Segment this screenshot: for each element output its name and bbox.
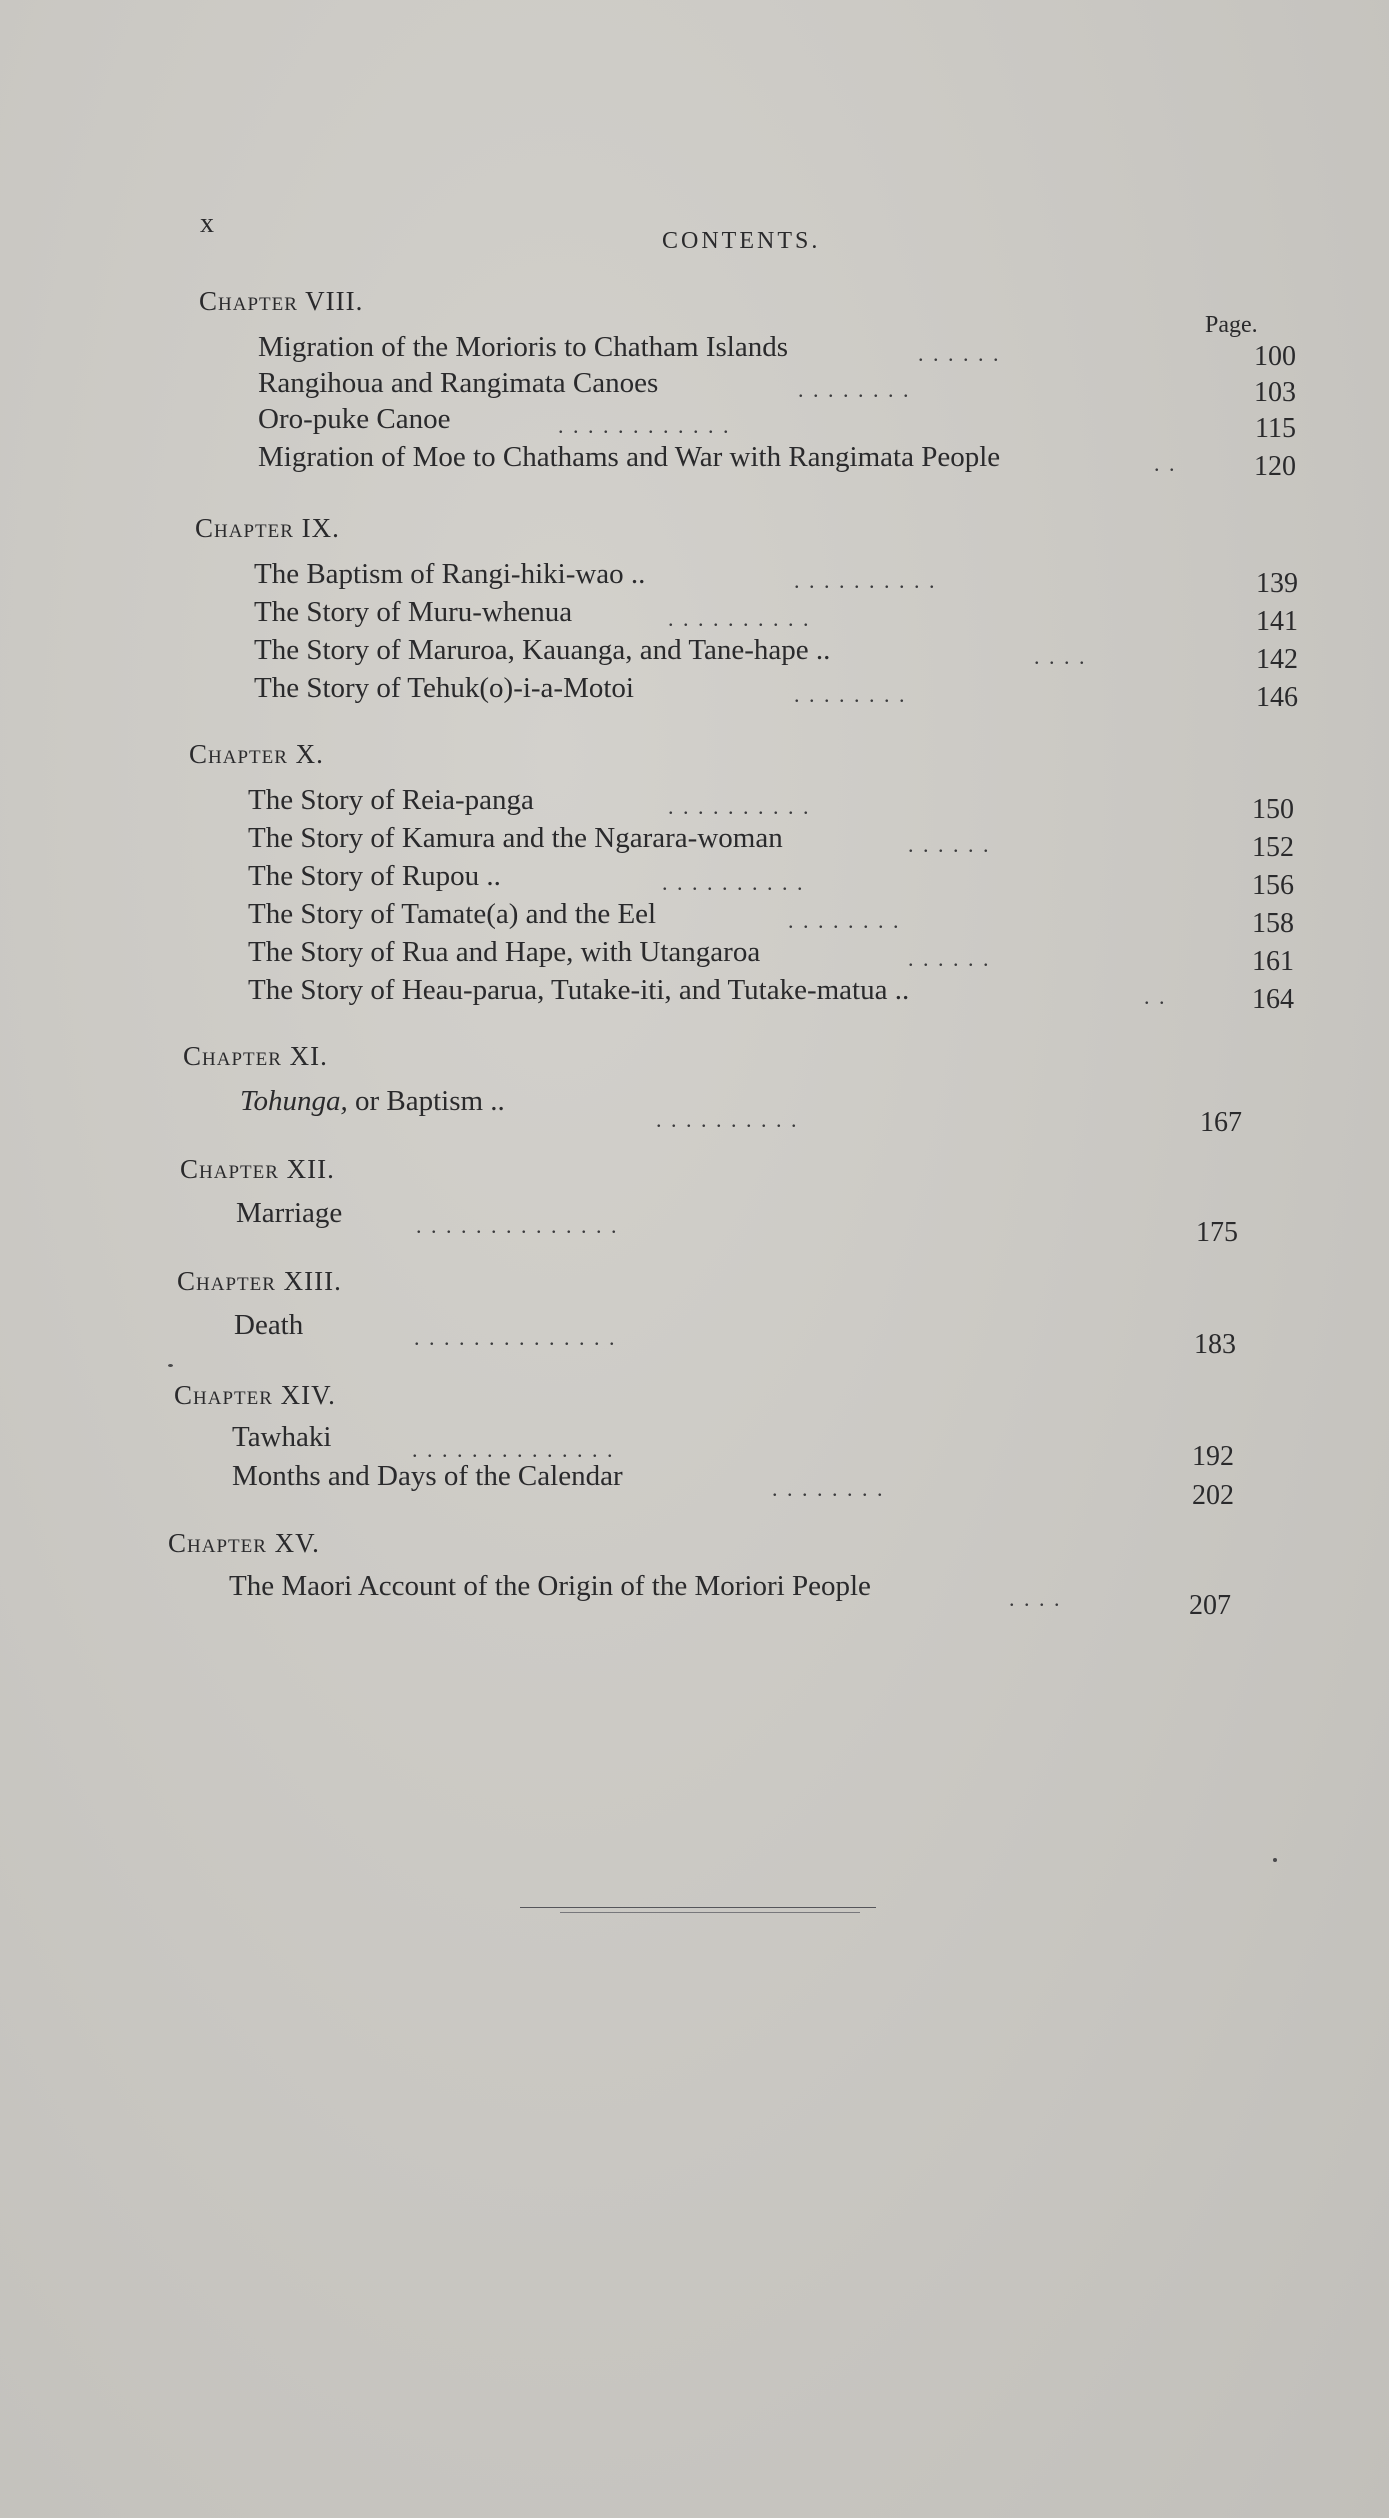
- dot-leader: . . . . . . . .: [788, 908, 901, 933]
- dot-leader: . . . . . . . . . .: [668, 794, 811, 819]
- dot-leader: . . . . . . . . . .: [656, 1107, 799, 1132]
- page-number: x: [200, 208, 215, 239]
- toc-entry[interactable]: [229, 1570, 1231, 1621]
- toc-entry[interactable]: [232, 1460, 1234, 1511]
- toc-entry[interactable]: [248, 860, 1294, 901]
- toc-entry[interactable]: [240, 1085, 1242, 1138]
- chapter-heading: Chapter XIII.: [177, 1266, 342, 1296]
- entry-title: The Story of Maruroa, Kauanga, and Tane-hape ..: [254, 634, 831, 666]
- paper-speck: [168, 1364, 173, 1367]
- entry-page: 120: [1254, 451, 1296, 482]
- entry-title: The Story of Rupou ..: [248, 860, 501, 892]
- chapter-heading: Chapter XIV.: [174, 1380, 336, 1410]
- paper-speck: [1273, 1858, 1277, 1862]
- toc-entry[interactable]: [254, 596, 1298, 637]
- entry-page: 183: [1194, 1329, 1236, 1360]
- entry-page: 156: [1252, 870, 1294, 901]
- entry-page: 192: [1192, 1441, 1234, 1472]
- toc-entry[interactable]: [234, 1309, 1236, 1360]
- toc-entry[interactable]: [248, 898, 1294, 939]
- dot-leader: . . . . . . . . . . . .: [558, 413, 731, 438]
- entry-title: The Story of Tamate(a) and the Eel: [248, 898, 657, 930]
- chapter-heading: Chapter VIII.: [199, 286, 364, 316]
- entry-title: Oro-puke Canoe: [258, 403, 451, 435]
- toc-entry[interactable]: [254, 672, 1298, 713]
- entry-title: The Baptism of Rangi-hiki-wao ..: [254, 558, 646, 590]
- chapter-heading: Chapter XII.: [180, 1154, 335, 1184]
- toc-entry[interactable]: [258, 331, 1296, 372]
- toc-entry[interactable]: [236, 1197, 1238, 1248]
- entry-title: Migration of Moe to Chathams and War with Rangimata People: [258, 441, 1001, 473]
- dot-leader: . . . . . . . . . . . . . .: [414, 1325, 617, 1350]
- entry-title: Migration of the Morioris to Chatham Islands: [258, 331, 788, 363]
- toc-entry[interactable]: [248, 822, 1294, 863]
- entry-page: 146: [1256, 682, 1298, 713]
- entry-page: 150: [1252, 794, 1294, 825]
- entry-page: 141: [1256, 606, 1298, 637]
- entry-title: Marriage: [236, 1197, 343, 1229]
- dot-leader: . .: [1144, 984, 1167, 1009]
- dot-leader: . . . . . . . . . . . . . .: [416, 1213, 619, 1238]
- dot-leader: . . . . . . . .: [798, 377, 911, 402]
- entry-page: 103: [1254, 377, 1296, 408]
- entry-page: 100: [1254, 341, 1296, 372]
- toc-entry[interactable]: [258, 367, 1296, 408]
- dot-leader: . . . . . .: [908, 946, 991, 971]
- entry-page: 161: [1252, 946, 1294, 977]
- entry-page: 115: [1255, 413, 1296, 444]
- toc-entry[interactable]: [258, 441, 1296, 482]
- entry-title: Tohunga, or Baptism ..: [240, 1085, 505, 1117]
- closing-rule-thin: [560, 1912, 860, 1913]
- entry-title: The Maori Account of the Origin of the Moriori People: [229, 1570, 871, 1602]
- dot-leader: . . . . . . . . . .: [668, 606, 811, 631]
- entry-page: 207: [1189, 1590, 1231, 1621]
- dot-leader: . .: [1154, 451, 1177, 476]
- dot-leader: . . . .: [1009, 1586, 1062, 1611]
- entry-title: The Story of Tehuk(o)-i-a-Motoi: [254, 672, 634, 704]
- entry-title: The Story of Muru-whenua: [254, 596, 573, 628]
- toc-entry[interactable]: [258, 403, 1296, 444]
- toc-entry[interactable]: [248, 974, 1294, 1015]
- entry-page: 152: [1252, 832, 1294, 863]
- entry-title: Death: [234, 1309, 304, 1341]
- entry-page: 167: [1200, 1107, 1242, 1138]
- dot-leader: . . . . . . . .: [794, 682, 907, 707]
- chapter-heading: Chapter X.: [189, 739, 324, 769]
- entry-page: 202: [1192, 1480, 1234, 1511]
- toc-entry[interactable]: [254, 634, 1298, 675]
- entry-page: 139: [1256, 568, 1298, 599]
- dot-leader: . . . . . . . .: [772, 1476, 885, 1501]
- entry-title: The Story of Kamura and the Ngarara-woman: [248, 822, 783, 854]
- toc-entry[interactable]: [254, 558, 1298, 599]
- closing-rule: [520, 1907, 876, 1908]
- entry-title: Tawhaki: [232, 1421, 332, 1453]
- running-title: CONTENTS.: [662, 228, 821, 254]
- toc-entry[interactable]: [248, 936, 1294, 977]
- entry-title: Months and Days of the Calendar: [232, 1460, 623, 1492]
- entry-title: The Story of Reia-panga: [248, 784, 534, 816]
- dot-leader: . . . . . . . . . .: [794, 568, 937, 593]
- entry-title: Rangihoua and Rangimata Canoes: [258, 367, 659, 399]
- dot-leader: . . . .: [1034, 644, 1087, 669]
- entry-title: The Story of Heau-parua, Tutake-iti, and Tutake-matua ..: [248, 974, 910, 1006]
- dot-leader: . . . . . .: [908, 832, 991, 857]
- entry-page: 158: [1252, 908, 1294, 939]
- toc-entry[interactable]: [248, 784, 1294, 825]
- entry-page: 164: [1252, 984, 1294, 1015]
- dot-leader: . . . . . . . . . .: [662, 870, 805, 895]
- toc-entry[interactable]: [232, 1421, 1234, 1472]
- page-column-label: Page.: [1205, 312, 1258, 338]
- dot-leader: . . . . . .: [918, 341, 1001, 366]
- chapter-heading: Chapter XI.: [183, 1041, 328, 1071]
- chapter-heading: Chapter IX.: [195, 513, 340, 543]
- entry-title: The Story of Rua and Hape, with Utangaroa: [248, 936, 761, 968]
- dot-leader: . . . . . . . . . . . . . .: [412, 1437, 615, 1462]
- entry-page: 175: [1196, 1217, 1238, 1248]
- entry-page: 142: [1256, 644, 1298, 675]
- chapter-heading: Chapter XV.: [168, 1528, 320, 1558]
